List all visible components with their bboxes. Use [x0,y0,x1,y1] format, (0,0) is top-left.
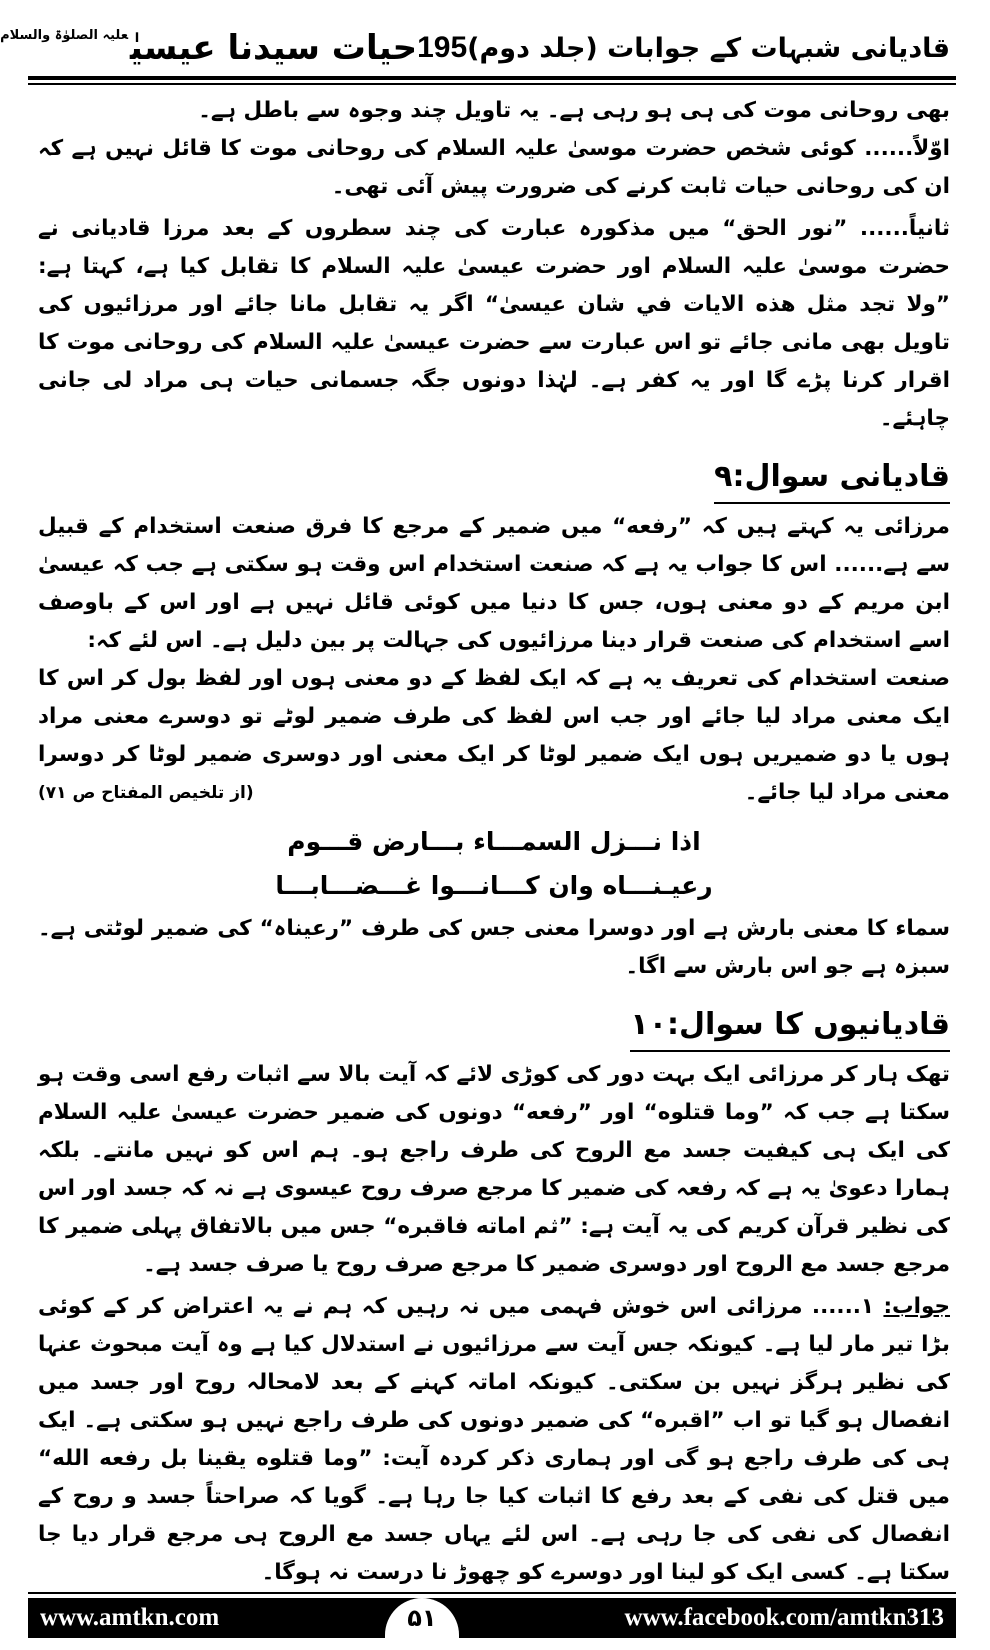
page-footer [28,1598,956,1638]
paragraph-text: ثانیاً...... ”نور الحق“ میں مذکورہ عبارت کی چند سطروں کے بعد مرزا قادیانی نے حضرت موسیٰ علیہ السلام اور حضرت عیسیٰ علیہ السلام کا تقابل کیا ہے، کہتا ہے: ” [38,216,950,317]
paragraph [38,210,950,438]
arabic-quote: ولا تجد مثل هذه الايات في شان عيسیٰ [499,292,936,317]
page-number: ۵۱ [385,1598,459,1638]
paragraph: سماء کا معنی بارش ہے اور دوسرا معنی جس کی طرف ”رعیناہ“ کی ضمیر لوٹتی ہے۔ سبزہ ہے جو اس بارش سے اگا۔ [38,916,950,979]
poem-line: اذا نـــزل السمـــاء بـــارض قـــوم [287,827,701,856]
paragraph-text: ۱...... مرزائی اس خوش فہمی میں نہ رہیں کہ ہم نے یہ اعتراض کر کے کوئی بڑا تیر مار لیا ہے۔ کیونکہ جس آیت سے مرزائیوں نے استدلال کیا ہے وہ آیت مبحوث عنہا کی نظیر ہرگز نہیں بن سکتی۔ کیونکہ اماتہ کہنے کے بعد لامحالہ روح اور جسد میں انفصال ہو گیا تو اب ”اقبره“ کی ضمیر دونوں کی طرف راجع نہیں ہو سکتی ہے۔ ایک ہی کی طرف راجع ہو گی اور ہماری ذکر کردہ آیت: ”وما قتلوه يقينا بل رفعه الله“ میں قتل کی نفی کے بعد رفع کا اثبات کیا جا رہا ہے۔ گویا کہ صراحتاً جسد و روح کے انفصال کی نفی کی جا رہی ہے۔ اس لئے یہاں جسد مع الروح ہی مرجع قرار دیا جا سکتا ہے۔ کسی ایک کو لینا اور دوسرے کو چھوڑ نا درست نہ ہوگا۔ [38,1294,950,1585]
section-heading-wrap [38,1002,950,1052]
website-link[interactable]: www.amtkn.com [40,1604,220,1631]
facebook-link[interactable]: www.facebook.com/amtkn313 [624,1604,944,1631]
poem-line: رعيـنـــاه وان كـــانـــوا غـــضـــابـــا [275,871,713,900]
section-heading: قادیانیوں کا سوال:۱۰ [630,1002,950,1052]
paragraph: بھی روحانی موت کی ہی ہو رہی ہے۔ یہ تاویل چند وجوہ سے باطل ہے۔ [198,98,950,123]
page-header [0,22,950,74]
paragraph [38,1288,950,1592]
paragraph: اوّلاً...... کوئی شخص حضرت موسیٰ علیہ السلام کی روحانی موت کا قائل نہیں ہے کہ ان کی روحانی حیات ثابت کرنے کی ضرورت پیش آئی تھی۔ [38,136,950,199]
series-page-number: 195 [417,31,468,64]
footer-rule [28,1592,956,1594]
header-rule-thick [28,76,956,80]
series-title: قادیانی شبہات کے جوابات (جلد دوم) [467,32,950,64]
paragraph-text: “ اگر یہ تقابل مانا جائے اور مرزائیوں کی تاویل بھی مانی جائے تو اس عبارت سے حضرت عیسیٰ علیہ السلام کی روحانی موت کا اقرار کرنا پڑے گا اور یہ کفر ہے۔ لہٰذا دونوں جگہ جسمانی حیات ہی مراد لی جانی چاہئے۔ [38,292,950,431]
header-rule-thin [28,83,956,85]
page-body [38,92,950,1592]
citation: (از تلخیص المفتاح ص ۷۱) [38,783,254,803]
paragraph-text: صنعت استخدام کی تعریف یہ ہے کہ ایک لفظ کے دو معنی ہوں اور لفظ بول کر اس کا ایک معنی مراد لیا جائے اور جب اس لفظ کی طرف ضمیر لوٹے تو دوسرے معنی مراد ہوں یا دو ضمیریں ہوں ایک ضمیر لوٹا کر ایک معنی اور دوسری ضمیر لوٹا کر دوسرا معنی مراد لیا جائے۔ [38,666,950,805]
section-heading-wrap [38,454,950,504]
section-heading: قادیانی سوال:۹ [714,454,950,504]
paragraph: تھک ہار کر مرزائی ایک بہت دور کی کوڑی لائے کہ آیت بالا سے اثبات رفع اسی وقت ہو سکتا ہے جب کہ ”وما قتلوه“ اور ”رفعه“ دونوں کی ضمیر حضرت عیسیٰ علیہ السلام کی ایک ہی کیفیت جسد مع الروح کی طرف راجع ہو۔ ہم اس کو نہیں مانتے۔ بلکہ ہمارا دعویٰ یہ ہے کہ رفعہ کی ضمیر کا مرجع صرف روح عیسوی ہے نہ کہ جسد اور اس کی نظیر قرآن کریم کی یہ آیت ہے: ”ثم اماته فاقبره“ جس میں بالاتفاق پہلی ضمیر کا مرجع جسد مع الروح اور دوسری ضمیر کا مرجع صرف روح یا صرف جسد ہے۔ [38,1062,950,1277]
book-title: حیات سیدنا عیسیٰ [130,28,418,68]
paragraph: مرزائی یہ کہتے ہیں کہ ”رفعه“ میں ضمیر کے مرجع کا فرق صنعت استخدام کے قبیل سے ہے...... اس کا جواب یہ ہے کہ صنعت استخدام اس وقت ہو سکتی ہے جب کہ عیسیٰ ابن مریم کے دو معنی ہوں، جس کا دنیا میں کوئی قائل نہیں ہے اور اس کے باوصف اسے استخدام کی صنعت قرار دینا مرزائیوں کی جہالت پر بین دلیل ہے۔ اس لئے کہ: [38,514,950,653]
book-title-group [0,28,417,68]
poem [38,820,950,908]
paragraph [38,660,950,812]
honorific: علیہ الصلوٰۃ والسلام [0,28,129,43]
answer-label: جواب: [883,1294,950,1319]
